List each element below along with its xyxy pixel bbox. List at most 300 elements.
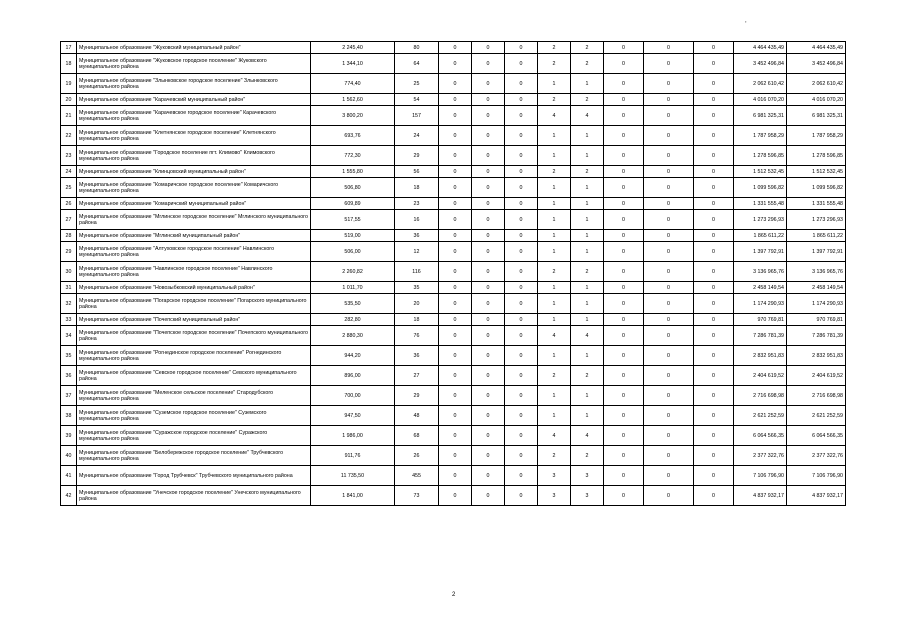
table-row xyxy=(61,446,846,466)
total-cost-funding: 970 769,81 xyxy=(787,314,846,326)
count-cell: 0 xyxy=(694,42,734,54)
total-cost: 1 331 555,48 xyxy=(734,198,787,210)
count-cell: 0 xyxy=(694,106,734,126)
count-cell: 0 xyxy=(439,426,472,446)
count-cell: 2 xyxy=(538,262,571,282)
count-cell: 0 xyxy=(604,294,644,314)
total-cost-funding: 2 621 252,59 xyxy=(787,406,846,426)
count-cell: 4 xyxy=(571,426,604,446)
municipality-name: Муниципальное образование "Жуковский муниципальный район" xyxy=(77,42,311,54)
municipality-name: Муниципальное образование "Навлинское городское поселение" Навлинского муниципального района xyxy=(77,262,311,282)
count-cell: 0 xyxy=(694,314,734,326)
area-value: 944,20 xyxy=(311,346,395,366)
count-cell: 0 xyxy=(439,346,472,366)
table-row xyxy=(61,54,846,74)
count-cell: 0 xyxy=(604,386,644,406)
total-cost-funding: 1 397 792,91 xyxy=(787,242,846,262)
municipality-name: Муниципальное образование "Унечское городское поселение" Унечского муниципального района xyxy=(77,486,311,506)
count-cell: 0 xyxy=(439,94,472,106)
count-cell: 0 xyxy=(439,54,472,74)
count-cell: 0 xyxy=(694,386,734,406)
count-cell: 0 xyxy=(472,314,505,326)
municipality-name: Муниципальное образование "Городское поселение пгт. Климово" Климовского муниципального района xyxy=(77,146,311,166)
count-cell: 0 xyxy=(472,146,505,166)
count-cell: 0 xyxy=(505,446,538,466)
table-row xyxy=(61,74,846,94)
count-cell: 0 xyxy=(505,282,538,294)
count-cell: 0 xyxy=(472,426,505,446)
count-cell: 0 xyxy=(472,466,505,486)
count-cell: 2 xyxy=(538,42,571,54)
count-cell: 2 xyxy=(538,166,571,178)
count-cell: 1 xyxy=(571,230,604,242)
people-count: 157 xyxy=(395,106,439,126)
count-cell: 0 xyxy=(604,366,644,386)
count-cell: 4 xyxy=(538,106,571,126)
total-cost-funding: 7 106 796,90 xyxy=(787,466,846,486)
count-cell: 0 xyxy=(505,230,538,242)
municipality-name: Муниципальное образование "Клинцовский муниципальный район" xyxy=(77,166,311,178)
count-cell: 4 xyxy=(571,106,604,126)
count-cell: 3 xyxy=(571,466,604,486)
count-cell: 0 xyxy=(604,210,644,230)
count-cell: 0 xyxy=(505,210,538,230)
count-cell: 0 xyxy=(439,294,472,314)
count-cell: 1 xyxy=(538,242,571,262)
area-value: 517,55 xyxy=(311,210,395,230)
people-count: 68 xyxy=(395,426,439,446)
area-value: 947,50 xyxy=(311,406,395,426)
total-cost-funding: 6 064 566,35 xyxy=(787,426,846,446)
count-cell: 0 xyxy=(472,54,505,74)
table-row xyxy=(61,198,846,210)
count-cell: 0 xyxy=(505,42,538,54)
count-cell: 0 xyxy=(472,74,505,94)
count-cell: 1 xyxy=(538,294,571,314)
area-value: 519,00 xyxy=(311,230,395,242)
count-cell: 0 xyxy=(644,282,694,294)
count-cell: 1 xyxy=(538,406,571,426)
table-body xyxy=(61,42,846,506)
count-cell: 1 xyxy=(571,386,604,406)
count-cell: 0 xyxy=(505,406,538,426)
count-cell: 2 xyxy=(571,54,604,74)
count-cell: 1 xyxy=(538,282,571,294)
people-count: 24 xyxy=(395,126,439,146)
count-cell: 0 xyxy=(472,126,505,146)
count-cell: 2 xyxy=(571,94,604,106)
total-cost: 1 273 296,93 xyxy=(734,210,787,230)
total-cost-funding: 6 981 325,31 xyxy=(787,106,846,126)
count-cell: 0 xyxy=(644,166,694,178)
total-cost: 4 016 070,20 xyxy=(734,94,787,106)
people-count: 56 xyxy=(395,166,439,178)
count-cell: 0 xyxy=(505,198,538,210)
count-cell: 0 xyxy=(472,486,505,506)
municipality-name: Муниципальное образование "Суражское городское поселение" Суражского муниципального района xyxy=(77,426,311,446)
count-cell: 0 xyxy=(505,242,538,262)
row-number: 35 xyxy=(61,346,77,366)
count-cell: 0 xyxy=(694,406,734,426)
count-cell: 0 xyxy=(694,198,734,210)
count-cell: 0 xyxy=(694,242,734,262)
municipality-name: Муниципальное образование "Мглинское городское поселение" Мглинского муниципального района xyxy=(77,210,311,230)
area-value: 774,40 xyxy=(311,74,395,94)
count-cell: 1 xyxy=(571,242,604,262)
area-value: 2 880,30 xyxy=(311,326,395,346)
count-cell: 1 xyxy=(571,282,604,294)
count-cell: 2 xyxy=(571,166,604,178)
count-cell: 0 xyxy=(644,446,694,466)
count-cell: 0 xyxy=(439,466,472,486)
count-cell: 0 xyxy=(694,146,734,166)
count-cell: 0 xyxy=(694,346,734,366)
people-count: 23 xyxy=(395,198,439,210)
count-cell: 0 xyxy=(644,126,694,146)
count-cell: 0 xyxy=(644,106,694,126)
area-value: 911,76 xyxy=(311,446,395,466)
table-row xyxy=(61,94,846,106)
count-cell: 0 xyxy=(439,178,472,198)
municipality-name: Муниципальное образование "Комаричское городское поселение" Комаричского муниципального района xyxy=(77,178,311,198)
count-cell: 0 xyxy=(439,126,472,146)
data-table xyxy=(60,41,846,506)
count-cell: 2 xyxy=(571,262,604,282)
count-cell: 0 xyxy=(505,386,538,406)
corner-mark: , xyxy=(745,18,747,24)
total-cost-funding: 3 136 965,76 xyxy=(787,262,846,282)
area-value: 282,80 xyxy=(311,314,395,326)
area-value: 693,76 xyxy=(311,126,395,146)
count-cell: 0 xyxy=(604,314,644,326)
total-cost-funding: 4 016 070,20 xyxy=(787,94,846,106)
people-count: 29 xyxy=(395,146,439,166)
total-cost: 2 832 951,83 xyxy=(734,346,787,366)
page-number: 2 xyxy=(452,592,456,598)
people-count: 18 xyxy=(395,314,439,326)
people-count: 25 xyxy=(395,74,439,94)
total-cost: 970 769,81 xyxy=(734,314,787,326)
total-cost-funding: 2 404 619,52 xyxy=(787,366,846,386)
count-cell: 0 xyxy=(439,230,472,242)
total-cost-funding: 1 174 290,93 xyxy=(787,294,846,314)
count-cell: 1 xyxy=(571,146,604,166)
table-row xyxy=(61,314,846,326)
count-cell: 0 xyxy=(604,42,644,54)
count-cell: 0 xyxy=(472,178,505,198)
count-cell: 0 xyxy=(694,282,734,294)
count-cell: 0 xyxy=(472,210,505,230)
area-value: 772,30 xyxy=(311,146,395,166)
municipality-name: Муниципальное образование "Белобережское городское поселение" Трубчевского муниципального района xyxy=(77,446,311,466)
count-cell: 0 xyxy=(604,166,644,178)
area-value: 1 011,70 xyxy=(311,282,395,294)
total-cost-funding: 1 099 596,82 xyxy=(787,178,846,198)
total-cost: 7 106 796,90 xyxy=(734,466,787,486)
people-count: 36 xyxy=(395,230,439,242)
table-row xyxy=(61,386,846,406)
row-number: 40 xyxy=(61,446,77,466)
total-cost: 1 512 532,45 xyxy=(734,166,787,178)
count-cell: 1 xyxy=(538,198,571,210)
total-cost: 2 062 610,42 xyxy=(734,74,787,94)
table-row xyxy=(61,406,846,426)
total-cost-funding: 1 273 296,93 xyxy=(787,210,846,230)
table-row xyxy=(61,426,846,446)
people-count: 26 xyxy=(395,446,439,466)
area-value: 1 841,00 xyxy=(311,486,395,506)
count-cell: 2 xyxy=(538,94,571,106)
count-cell: 0 xyxy=(472,446,505,466)
people-count: 12 xyxy=(395,242,439,262)
area-value: 2 260,82 xyxy=(311,262,395,282)
municipality-name: Муниципальное образование "Клетнянское городское поселение" Клетнянского муниципального района xyxy=(77,126,311,146)
count-cell: 0 xyxy=(694,126,734,146)
count-cell: 1 xyxy=(538,314,571,326)
row-number: 24 xyxy=(61,166,77,178)
row-number: 28 xyxy=(61,230,77,242)
people-count: 455 xyxy=(395,466,439,486)
area-value: 3 800,20 xyxy=(311,106,395,126)
count-cell: 3 xyxy=(538,466,571,486)
count-cell: 0 xyxy=(472,94,505,106)
count-cell: 0 xyxy=(644,346,694,366)
total-cost-funding: 2 062 610,42 xyxy=(787,74,846,94)
count-cell: 0 xyxy=(472,346,505,366)
row-number: 25 xyxy=(61,178,77,198)
table-row xyxy=(61,146,846,166)
count-cell: 1 xyxy=(538,146,571,166)
people-count: 73 xyxy=(395,486,439,506)
count-cell: 1 xyxy=(538,126,571,146)
area-value: 506,00 xyxy=(311,242,395,262)
count-cell: 0 xyxy=(694,74,734,94)
count-cell: 3 xyxy=(571,486,604,506)
count-cell: 0 xyxy=(604,242,644,262)
count-cell: 0 xyxy=(604,146,644,166)
total-cost-funding: 7 286 781,39 xyxy=(787,326,846,346)
count-cell: 0 xyxy=(694,466,734,486)
row-number: 26 xyxy=(61,198,77,210)
municipality-name: Муниципальное образование "Рогнединское городское поселение" Рогнединского муниципального района xyxy=(77,346,311,366)
count-cell: 0 xyxy=(472,294,505,314)
count-cell: 0 xyxy=(439,106,472,126)
count-cell: 0 xyxy=(505,126,538,146)
count-cell: 0 xyxy=(644,486,694,506)
total-cost-funding: 1 331 555,48 xyxy=(787,198,846,210)
count-cell: 0 xyxy=(439,210,472,230)
total-cost-funding: 2 377 322,76 xyxy=(787,446,846,466)
count-cell: 0 xyxy=(604,446,644,466)
count-cell: 1 xyxy=(571,126,604,146)
count-cell: 1 xyxy=(538,346,571,366)
row-number: 18 xyxy=(61,54,77,74)
count-cell: 0 xyxy=(472,406,505,426)
count-cell: 0 xyxy=(439,146,472,166)
municipality-name: Муниципальное образование "Мглинский муниципальный район" xyxy=(77,230,311,242)
people-count: 64 xyxy=(395,54,439,74)
count-cell: 0 xyxy=(439,198,472,210)
total-cost-funding: 3 452 496,84 xyxy=(787,54,846,74)
municipality-name: Муниципальное образование "Город Трубчевск" Трубчевского муниципального района xyxy=(77,466,311,486)
municipality-name: Муниципальное образование "Злынковское городское поселение" Злынковского муниципального района xyxy=(77,74,311,94)
row-number: 37 xyxy=(61,386,77,406)
count-cell: 0 xyxy=(439,282,472,294)
area-value: 1 344,10 xyxy=(311,54,395,74)
count-cell: 0 xyxy=(505,326,538,346)
row-number: 31 xyxy=(61,282,77,294)
total-cost: 3 136 965,76 xyxy=(734,262,787,282)
count-cell: 0 xyxy=(472,106,505,126)
count-cell: 0 xyxy=(505,486,538,506)
table-row xyxy=(61,326,846,346)
count-cell: 2 xyxy=(571,42,604,54)
count-cell: 1 xyxy=(571,210,604,230)
count-cell: 0 xyxy=(604,262,644,282)
count-cell: 0 xyxy=(505,106,538,126)
total-cost-funding: 2 832 951,83 xyxy=(787,346,846,366)
count-cell: 0 xyxy=(604,178,644,198)
people-count: 18 xyxy=(395,178,439,198)
count-cell: 0 xyxy=(604,406,644,426)
municipality-name: Муниципальное образование "Карачевское городское поселение" Карачевского муниципального района xyxy=(77,106,311,126)
total-cost-funding: 2 458 149,54 xyxy=(787,282,846,294)
count-cell: 0 xyxy=(472,366,505,386)
count-cell: 4 xyxy=(571,326,604,346)
count-cell: 0 xyxy=(439,486,472,506)
total-cost: 1 787 958,29 xyxy=(734,126,787,146)
count-cell: 0 xyxy=(604,106,644,126)
count-cell: 0 xyxy=(644,210,694,230)
count-cell: 0 xyxy=(604,426,644,446)
count-cell: 0 xyxy=(439,366,472,386)
table-row xyxy=(61,230,846,242)
count-cell: 1 xyxy=(538,210,571,230)
count-cell: 0 xyxy=(505,146,538,166)
count-cell: 0 xyxy=(644,146,694,166)
count-cell: 0 xyxy=(505,466,538,486)
count-cell: 0 xyxy=(472,242,505,262)
count-cell: 0 xyxy=(604,486,644,506)
total-cost: 6 064 566,35 xyxy=(734,426,787,446)
area-value: 1 986,00 xyxy=(311,426,395,446)
count-cell: 1 xyxy=(571,314,604,326)
municipality-name: Муниципальное образование "Жуковское городское поселение" Жуковского муниципального района xyxy=(77,54,311,74)
count-cell: 0 xyxy=(505,178,538,198)
count-cell: 0 xyxy=(505,54,538,74)
count-cell: 0 xyxy=(439,314,472,326)
count-cell: 0 xyxy=(505,314,538,326)
count-cell: 0 xyxy=(604,94,644,106)
table-row xyxy=(61,166,846,178)
municipality-name: Муниципальное образование "Карачевский муниципальный район" xyxy=(77,94,311,106)
count-cell: 0 xyxy=(644,178,694,198)
count-cell: 2 xyxy=(571,366,604,386)
count-cell: 0 xyxy=(644,326,694,346)
count-cell: 0 xyxy=(644,54,694,74)
count-cell: 0 xyxy=(439,242,472,262)
row-number: 29 xyxy=(61,242,77,262)
municipality-name: Муниципальное образование "Суземское городское поселение" Суземского муниципального района xyxy=(77,406,311,426)
count-cell: 0 xyxy=(604,230,644,242)
count-cell: 1 xyxy=(571,198,604,210)
count-cell: 1 xyxy=(571,346,604,366)
count-cell: 0 xyxy=(505,94,538,106)
total-cost-funding: 1 865 611,22 xyxy=(787,230,846,242)
total-cost-funding: 2 716 698,98 xyxy=(787,386,846,406)
count-cell: 2 xyxy=(538,446,571,466)
count-cell: 0 xyxy=(604,326,644,346)
count-cell: 0 xyxy=(694,210,734,230)
count-cell: 0 xyxy=(694,426,734,446)
count-cell: 0 xyxy=(644,406,694,426)
area-value: 609,89 xyxy=(311,198,395,210)
table-row xyxy=(61,210,846,230)
row-number: 17 xyxy=(61,42,77,54)
count-cell: 0 xyxy=(694,486,734,506)
count-cell: 0 xyxy=(644,42,694,54)
area-value: 11 735,50 xyxy=(311,466,395,486)
row-number: 20 xyxy=(61,94,77,106)
count-cell: 0 xyxy=(604,54,644,74)
count-cell: 0 xyxy=(694,446,734,466)
total-cost: 7 286 781,39 xyxy=(734,326,787,346)
table-row xyxy=(61,242,846,262)
people-count: 80 xyxy=(395,42,439,54)
municipality-name: Муниципальное образование "Меленское сельское поселение" Стародубского муниципального района xyxy=(77,386,311,406)
count-cell: 1 xyxy=(538,74,571,94)
total-cost-funding: 1 787 958,29 xyxy=(787,126,846,146)
count-cell: 0 xyxy=(505,262,538,282)
people-count: 76 xyxy=(395,326,439,346)
people-count: 20 xyxy=(395,294,439,314)
row-number: 23 xyxy=(61,146,77,166)
count-cell: 0 xyxy=(604,282,644,294)
people-count: 48 xyxy=(395,406,439,426)
count-cell: 0 xyxy=(472,166,505,178)
count-cell: 1 xyxy=(571,294,604,314)
count-cell: 0 xyxy=(644,294,694,314)
count-cell: 0 xyxy=(604,198,644,210)
total-cost: 2 377 322,76 xyxy=(734,446,787,466)
row-number: 32 xyxy=(61,294,77,314)
total-cost: 4 464 435,49 xyxy=(734,42,787,54)
people-count: 29 xyxy=(395,386,439,406)
count-cell: 0 xyxy=(472,262,505,282)
count-cell: 0 xyxy=(694,94,734,106)
table-row xyxy=(61,294,846,314)
count-cell: 0 xyxy=(644,74,694,94)
count-cell: 0 xyxy=(439,166,472,178)
table-row xyxy=(61,42,846,54)
count-cell: 0 xyxy=(644,426,694,446)
total-cost: 1 278 596,85 xyxy=(734,146,787,166)
count-cell: 0 xyxy=(694,178,734,198)
count-cell: 0 xyxy=(694,366,734,386)
total-cost: 1 099 596,82 xyxy=(734,178,787,198)
count-cell: 4 xyxy=(538,426,571,446)
count-cell: 1 xyxy=(538,386,571,406)
total-cost: 1 397 792,91 xyxy=(734,242,787,262)
count-cell: 0 xyxy=(439,446,472,466)
row-number: 34 xyxy=(61,326,77,346)
total-cost-funding: 1 278 596,85 xyxy=(787,146,846,166)
area-value: 2 245,40 xyxy=(311,42,395,54)
count-cell: 1 xyxy=(571,406,604,426)
count-cell: 0 xyxy=(505,366,538,386)
area-value: 506,80 xyxy=(311,178,395,198)
people-count: 27 xyxy=(395,366,439,386)
